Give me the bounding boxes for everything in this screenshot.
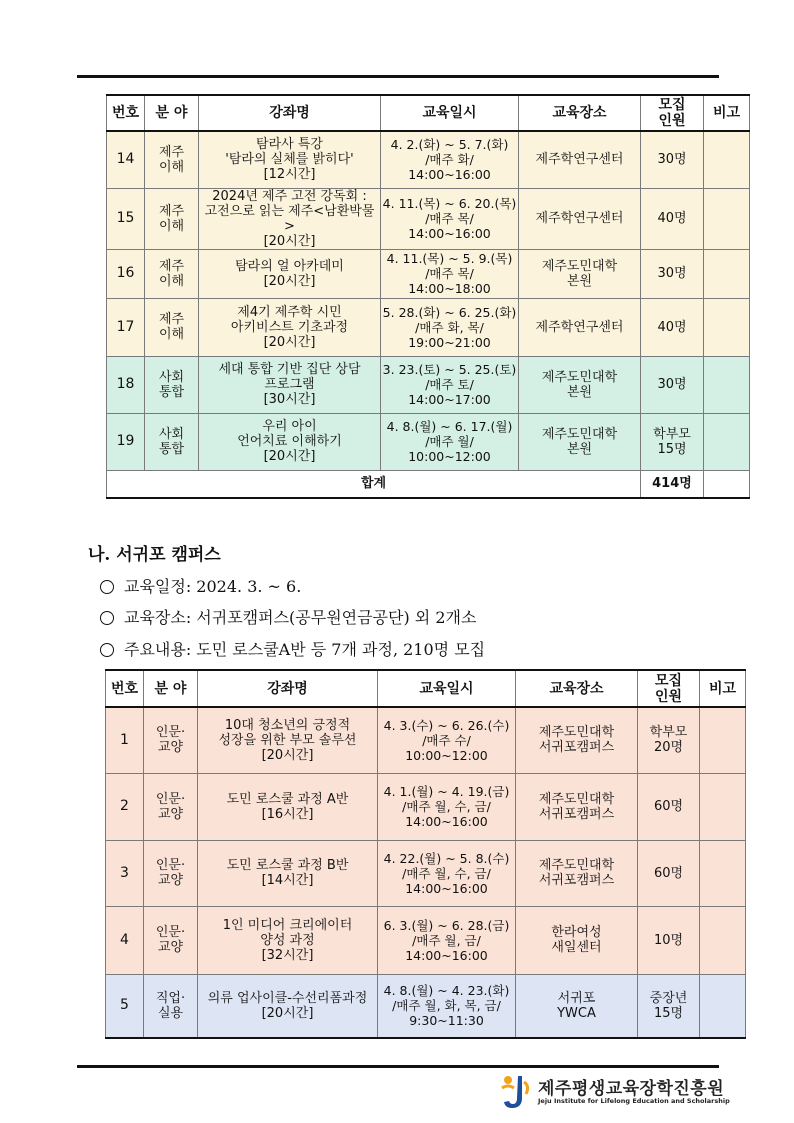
bullet-content: 주요내용: 도민 로스쿨A반 등 7개 과정, 210명 모집 <box>100 637 485 660</box>
cell-field: 제주 이해 <box>145 298 199 356</box>
cell-field: 사회 통합 <box>145 356 199 413</box>
org-name: 제주평생교육장학진흥원 <box>538 1079 725 1099</box>
header-number: 번호 <box>106 670 144 707</box>
table-row <box>107 356 750 413</box>
header-field: 분 야 <box>145 95 199 131</box>
cell-place: 제주도민대학 서귀포캠퍼스 <box>516 773 638 840</box>
cell-number: 15 <box>107 188 145 249</box>
header-date: 교육일시 <box>381 95 519 131</box>
cell-field: 제주 이해 <box>145 131 199 188</box>
header-field: 분 야 <box>144 670 198 707</box>
cell-number: 14 <box>107 131 145 188</box>
cell-capacity: 40명 <box>641 298 704 356</box>
cell-course-name: 도민 로스쿨 과정 A반 [16시간] <box>198 773 378 840</box>
cell-note <box>704 249 750 298</box>
cell-place: 제주도민대학 본원 <box>519 249 641 298</box>
cell-field: 직업· 실용 <box>144 974 198 1038</box>
cell-course-name: 탐라사 특강 '탐라의 실체를 밝히다' [12시간] <box>199 131 381 188</box>
cell-field: 인문· 교양 <box>144 840 198 906</box>
cell-number: 18 <box>107 356 145 413</box>
header-note: 비고 <box>704 95 750 131</box>
course-table-jeju <box>106 94 750 499</box>
cell-date: 4. 8.(월) ~ 4. 23.(화) /매주 월, 화, 목, 금/ 9:30~11:30 <box>378 974 516 1038</box>
cell-number: 16 <box>107 249 145 298</box>
top-rule <box>77 75 719 78</box>
org-emblem-icon <box>500 1072 534 1112</box>
cell-note <box>704 298 750 356</box>
cell-capacity: 30명 <box>641 131 704 188</box>
cell-date: 4. 11.(목) ~ 6. 20.(목) /매주 목/ 14:00~16:00 <box>381 188 519 249</box>
cell-capacity: 학부모 20명 <box>638 707 700 773</box>
cell-place: 제주도민대학 서귀포캠퍼스 <box>516 840 638 906</box>
table-header-row <box>106 670 746 707</box>
section-title: 나. 서귀포 캠퍼스 <box>88 545 221 565</box>
cell-date: 4. 2.(화) ~ 5. 7.(화) /매주 화/ 14:00~16:00 <box>381 131 519 188</box>
cell-field: 인문· 교양 <box>144 906 198 974</box>
cell-field: 인문· 교양 <box>144 707 198 773</box>
table-row <box>107 188 750 249</box>
cell-place: 서귀포 YWCA <box>516 974 638 1038</box>
cell-number: 19 <box>107 413 145 470</box>
cell-note <box>700 773 746 840</box>
table-row <box>106 773 746 840</box>
cell-date: 4. 1.(월) ~ 4. 19.(금) /매주 월, 수, 금/ 14:00~16:00 <box>378 773 516 840</box>
cell-note <box>700 906 746 974</box>
cell-place: 제주도민대학 서귀포캠퍼스 <box>516 707 638 773</box>
cell-capacity: 30명 <box>641 356 704 413</box>
table-row <box>107 298 750 356</box>
total-row <box>107 470 750 498</box>
table-row <box>107 249 750 298</box>
cell-date: 6. 3.(월) ~ 6. 28.(금) /매주 월, 금/ 14:00~16:00 <box>378 906 516 974</box>
cell-place: 제주도민대학 본원 <box>519 413 641 470</box>
cell-date: 4. 3.(수) ~ 6. 26.(수) /매주 수/ 10:00~12:00 <box>378 707 516 773</box>
table-row <box>106 840 746 906</box>
cell-course-name: 1인 미디어 크리에이터 양성 과정 [32시간] <box>198 906 378 974</box>
cell-number: 4 <box>106 906 144 974</box>
org-name-english: Jeju Institute for Lifelong Education and Scholarship <box>538 1097 730 1105</box>
cell-course-name: 의류 업사이클-수선리폼과정 [20시간] <box>198 974 378 1038</box>
cell-capacity: 10명 <box>638 906 700 974</box>
table-row <box>106 707 746 773</box>
cell-place: 한라여성 새일센터 <box>516 906 638 974</box>
cell-course-name: 탐라의 얼 아카데미 [20시간] <box>199 249 381 298</box>
total-note <box>704 470 750 498</box>
cell-note <box>704 188 750 249</box>
header-date: 교육일시 <box>378 670 516 707</box>
cell-capacity: 60명 <box>638 840 700 906</box>
bullet-schedule: 교육일정: 2024. 3. ~ 6. <box>100 574 301 597</box>
circle-bullet-icon <box>100 643 114 657</box>
header-place: 교육장소 <box>516 670 638 707</box>
cell-date: 4. 11.(목) ~ 5. 9.(목) /매주 목/ 14:00~18:00 <box>381 249 519 298</box>
total-value: 414명 <box>641 470 704 498</box>
cell-course-name: 우리 아이 언어치료 이해하기 [20시간] <box>199 413 381 470</box>
org-logo <box>500 1072 730 1112</box>
cell-capacity: 40명 <box>641 188 704 249</box>
cell-note <box>700 707 746 773</box>
cell-field: 제주 이해 <box>145 249 199 298</box>
cell-place: 제주학연구센터 <box>519 188 641 249</box>
cell-number: 2 <box>106 773 144 840</box>
cell-note <box>704 131 750 188</box>
header-capacity: 모집 인원 <box>638 670 700 707</box>
total-label: 합계 <box>107 470 641 498</box>
bullet-location: 교육장소: 서귀포캠퍼스(공무원연금공단) 외 2개소 <box>100 605 476 628</box>
cell-note <box>700 974 746 1038</box>
header-capacity: 모집 인원 <box>641 95 704 131</box>
cell-note <box>704 413 750 470</box>
table-row <box>106 974 746 1038</box>
cell-note <box>700 840 746 906</box>
circle-bullet-icon <box>100 611 114 625</box>
header-note: 비고 <box>700 670 746 707</box>
header-place: 교육장소 <box>519 95 641 131</box>
table-header-row <box>107 95 750 131</box>
header-course-name: 강좌명 <box>198 670 378 707</box>
cell-capacity: 60명 <box>638 773 700 840</box>
cell-field: 인문· 교양 <box>144 773 198 840</box>
cell-capacity: 학부모 15명 <box>641 413 704 470</box>
table-row <box>107 413 750 470</box>
circle-bullet-icon <box>100 580 114 594</box>
cell-field: 제주 이해 <box>145 188 199 249</box>
bottom-rule <box>77 1065 719 1068</box>
cell-course-name: 2024년 제주 고전 강독회 : 고전으로 읽는 제주<남환박물> [20시간] <box>199 188 381 249</box>
cell-course-name: 도민 로스쿨 과정 B반 [14시간] <box>198 840 378 906</box>
table-row <box>107 131 750 188</box>
cell-date: 4. 8.(월) ~ 6. 17.(월) /매주 월/ 10:00~12:00 <box>381 413 519 470</box>
cell-number: 17 <box>107 298 145 356</box>
cell-field: 사회 통합 <box>145 413 199 470</box>
cell-number: 3 <box>106 840 144 906</box>
cell-number: 1 <box>106 707 144 773</box>
cell-course-name: 제4기 제주학 시민 아키비스트 기초과정 [20시간] <box>199 298 381 356</box>
cell-number: 5 <box>106 974 144 1038</box>
cell-note <box>704 356 750 413</box>
cell-course-name: 세대 통합 기반 집단 상담 프로그램 [30시간] <box>199 356 381 413</box>
cell-place: 제주도민대학 본원 <box>519 356 641 413</box>
cell-place: 제주학연구센터 <box>519 131 641 188</box>
cell-date: 3. 23.(토) ~ 5. 25.(토) /매주 토/ 14:00~17:00 <box>381 356 519 413</box>
cell-course-name: 10대 청소년의 긍정적 성장을 위한 부모 솔루션 [20시간] <box>198 707 378 773</box>
cell-capacity: 30명 <box>641 249 704 298</box>
cell-place: 제주학연구센터 <box>519 298 641 356</box>
course-table-seogwipo <box>105 669 746 1039</box>
header-course-name: 강좌명 <box>199 95 381 131</box>
cell-date: 4. 22.(월) ~ 5. 8.(수) /매주 월, 수, 금/ 14:00~16:00 <box>378 840 516 906</box>
cell-date: 5. 28.(화) ~ 6. 25.(화) /매주 화, 목/ 19:00~21:00 <box>381 298 519 356</box>
table-row <box>106 906 746 974</box>
header-number: 번호 <box>107 95 145 131</box>
cell-capacity: 중장년 15명 <box>638 974 700 1038</box>
